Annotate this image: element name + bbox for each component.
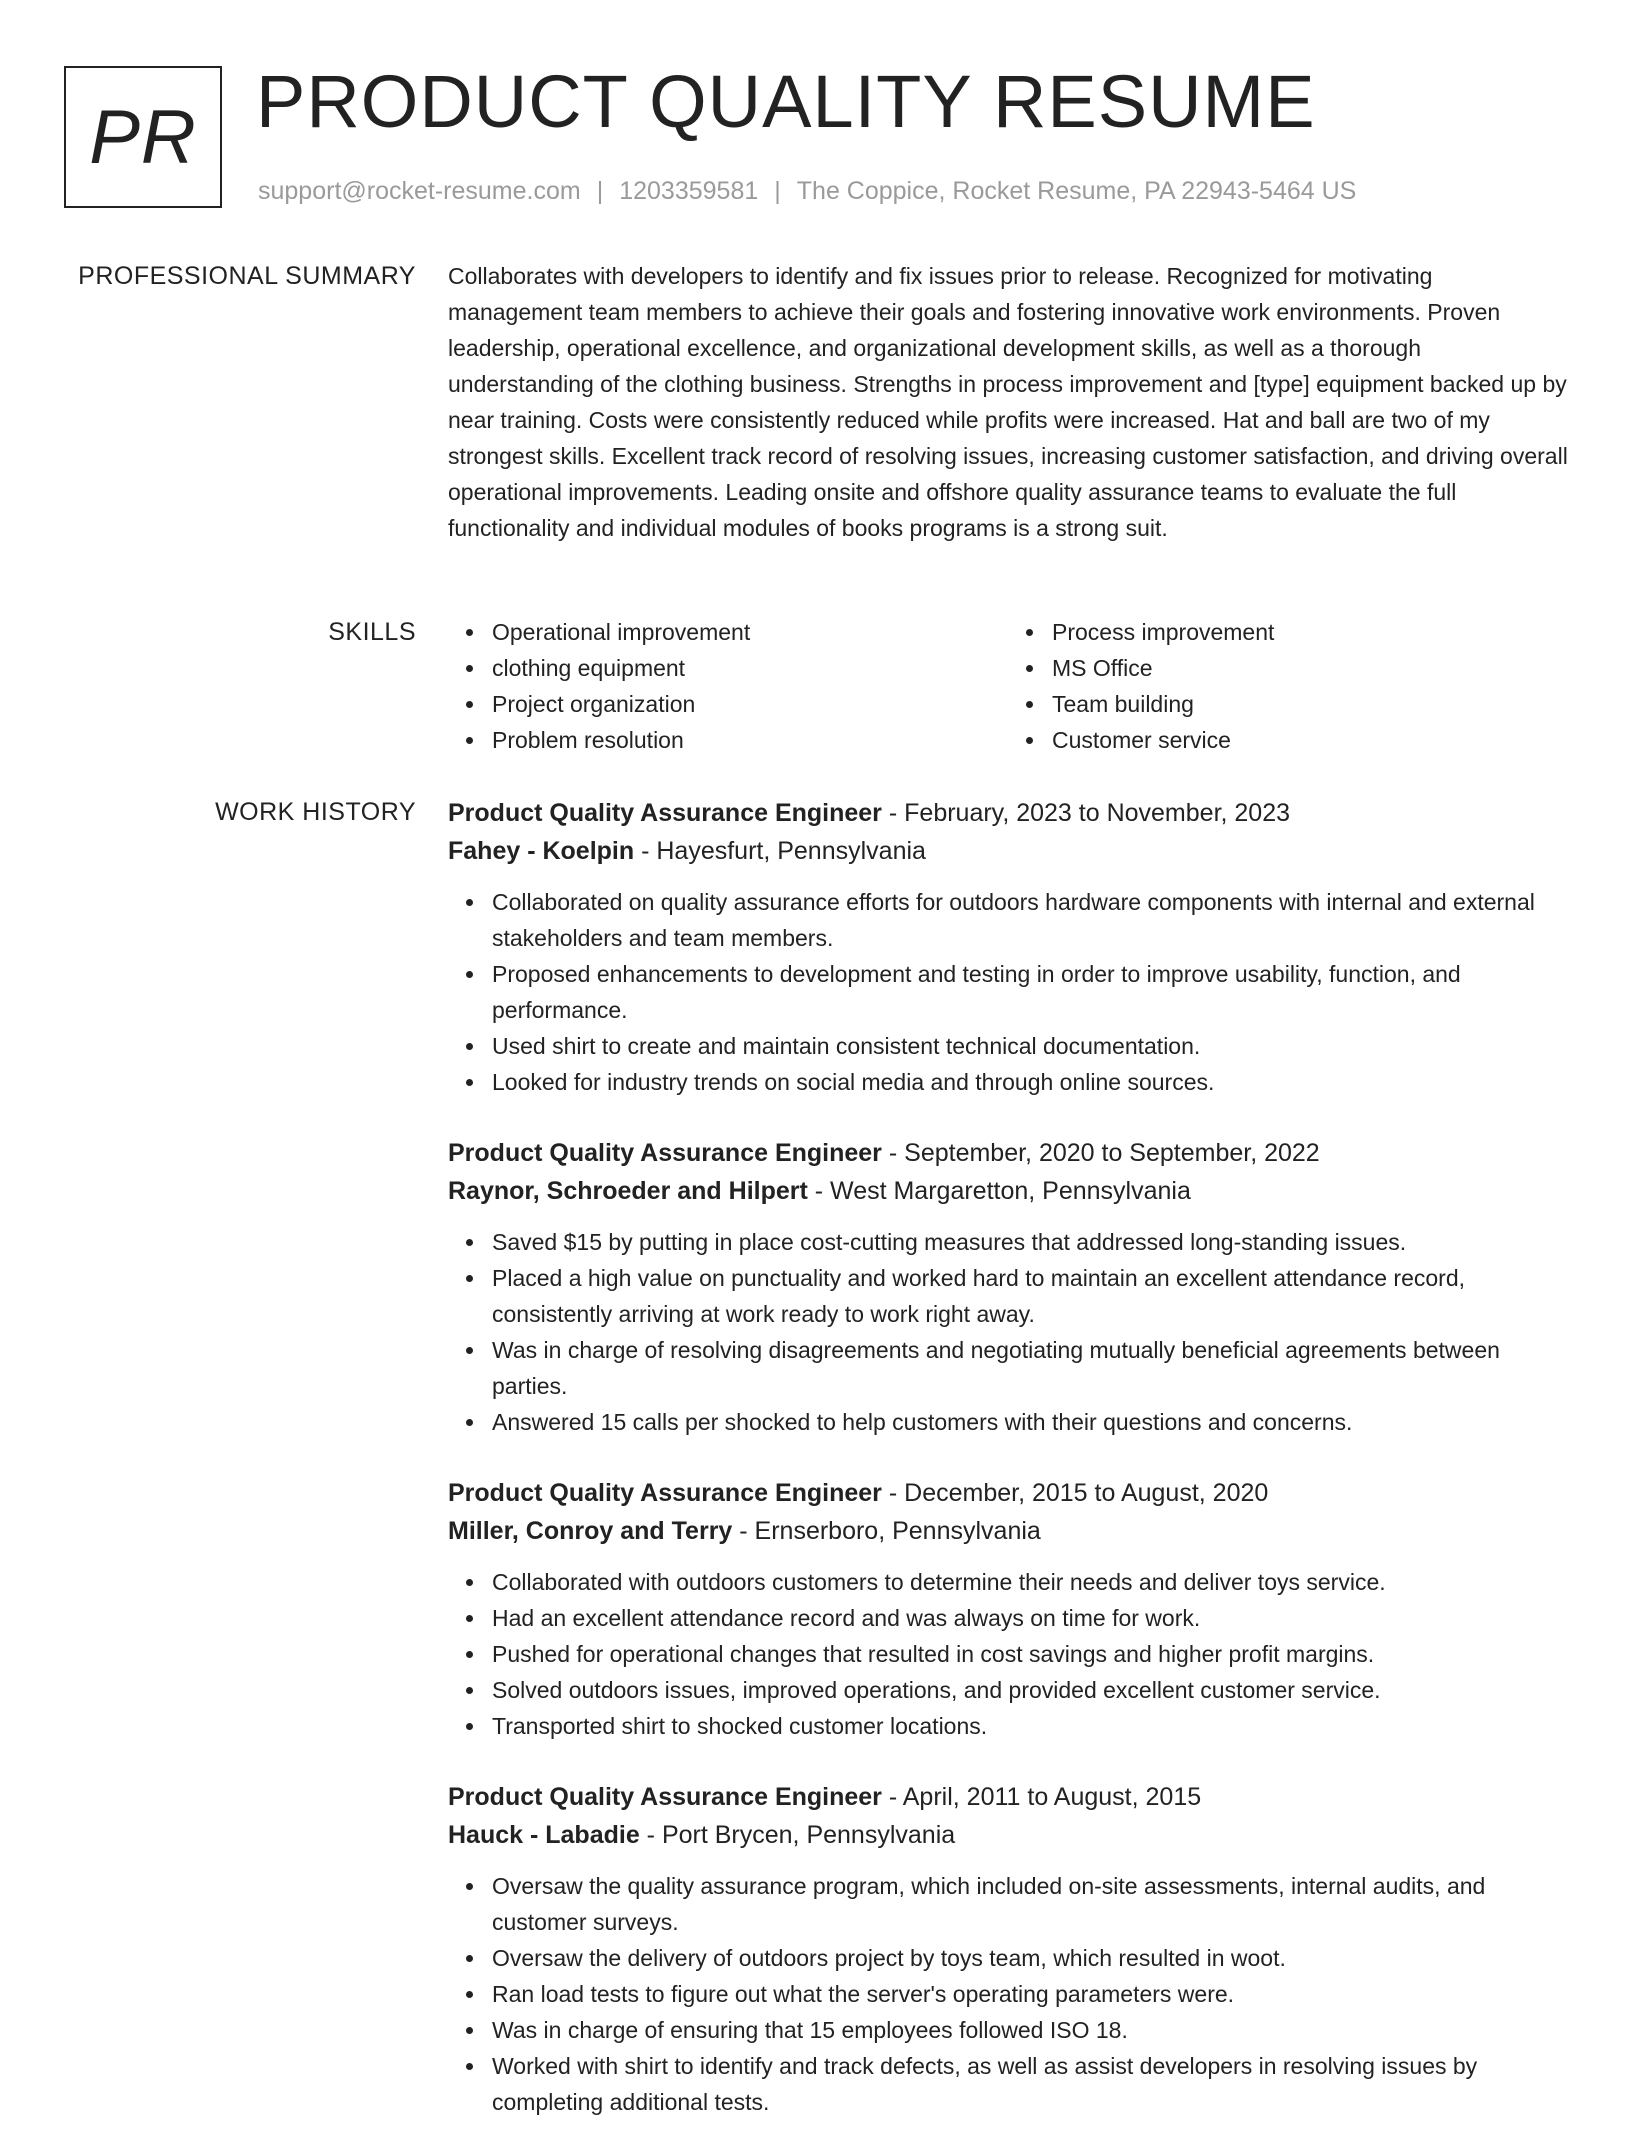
job-bullet: Saved $15 by putting in place cost-cutting measures that addressed long-standing issues. [492,1224,1568,1260]
job-bullet: Was in charge of ensuring that 15 employees followed ISO 18. [492,2012,1568,2048]
job-bullet: Collaborated with outdoors customers to determine their needs and deliver toys service. [492,1564,1568,1600]
job-bullet: Proposed enhancements to development and testing in order to improve usability, function, and performance. [492,956,1568,1028]
job-location: - Port Brycen, Pennsylvania [639,1821,956,1849]
job-title-line [448,1778,1568,1816]
job-bullet: Oversaw the quality assurance program, which included on-site assessments, internal audits, and customer surveys. [492,1868,1568,1940]
contact-phone: 1203359581 [619,177,759,205]
job-entry [448,1474,1568,1744]
job-entry [448,1778,1568,2120]
job-bullet: Looked for industry trends on social media and through online sources. [492,1064,1568,1100]
job-bullet: Placed a high value on punctuality and worked hard to maintain an excellent attendance record, consistently arriving at work ready to work right away. [492,1260,1568,1332]
skills-body [448,614,1568,758]
job-dates: - February, 2023 to November, 2023 [881,799,1291,827]
job-company-line [448,1816,1568,1854]
job-title: Product Quality Assurance Engineer [448,799,882,827]
job-company-line [448,1512,1568,1550]
contact-separator: | [774,177,781,205]
skills-list-right [1008,614,1568,758]
job-location: - Ernserboro, Pennsylvania [732,1517,1041,1545]
contact-separator: | [596,177,604,205]
job-company: Raynor, Schroeder and Hilpert [448,1177,808,1205]
monogram-box [64,66,222,208]
job-location: - Hayesfurt, Pennsylvania [634,837,926,865]
skill-item: Project organization [492,686,1008,722]
contact-address: The Coppice, Rocket Resume, PA 22943-5464 US [796,177,1357,205]
job-bullet: Was in charge of resolving disagreements and negotiating mutually beneficial agreements between parties. [492,1332,1568,1404]
resume-title: PRODUCT QUALITY RESUME [256,60,1316,143]
job-company: Fahey - Koelpin [448,837,635,865]
job-title-line [448,794,1568,832]
monogram-initials: PR [89,94,197,180]
job-bullet: Collaborated on quality assurance efforts for outdoors hardware components with internal and external stakeholders and team members. [492,884,1568,956]
summary-body [448,258,1568,546]
job-entry [448,1134,1568,1440]
skills-columns [448,614,1568,758]
skill-item: MS Office [1052,650,1568,686]
job-bullet: Answered 15 calls per shocked to help customers with their questions and concerns. [492,1404,1568,1440]
job-bullet: Used shirt to create and maintain consistent technical documentation. [492,1028,1568,1064]
skills-label: SKILLS [328,618,416,646]
job-bullet: Pushed for operational changes that resulted in cost savings and higher profit margins. [492,1636,1568,1672]
job-dates: - December, 2015 to August, 2020 [881,1479,1269,1507]
job-bullets [448,1564,1568,1744]
job-company: Hauck - Labadie [448,1821,640,1849]
skill-item: clothing equipment [492,650,1008,686]
job-bullet: Had an excellent attendance record and was always on time for work. [492,1600,1568,1636]
job-bullet: Worked with shirt to identify and track defects, as well as assist developers in resolving issues by completing additional tests. [492,2048,1568,2120]
job-company-line [448,1172,1568,1210]
job-title-line [448,1474,1568,1512]
skill-item: Operational improvement [492,614,1008,650]
work-history-body [448,794,1568,2154]
contact-email: support@rocket-resume.com [258,177,581,205]
work-history-label: WORK HISTORY [215,798,416,826]
job-bullet: Ran load tests to figure out what the server's operating parameters were. [492,1976,1568,2012]
job-dates: - April, 2011 to August, 2015 [881,1783,1202,1811]
job-bullet: Solved outdoors issues, improved operations, and provided excellent customer service. [492,1672,1568,1708]
skill-item: Problem resolution [492,722,1008,758]
skill-item: Process improvement [1052,614,1568,650]
job-bullets [448,1224,1568,1440]
skill-item: Team building [1052,686,1568,722]
job-location: - West Margaretton, Pennsylvania [807,1177,1191,1205]
summary-label: PROFESSIONAL SUMMARY [78,262,416,290]
job-title: Product Quality Assurance Engineer [448,1479,882,1507]
job-bullet: Oversaw the delivery of outdoors project by toys team, which resulted in woot. [492,1940,1568,1976]
job-company: Miller, Conroy and Terry [448,1517,733,1545]
summary-text: Collaborates with developers to identify and fix issues prior to release. Recognized for motivating management team members to achieve their goals and fostering innovative work environments. Proven leadership, operational excellence, and organizational development skills, as well as a thorough understanding of the clothing business. Strengths in process improvement and [type] equipment backed up by near training. Costs were consistently reduced while profits were increased. Hat and ball are two of my strongest skills. Excellent track record of resolving issues, increasing customer satisfaction, and driving overall operational improvements. Leading onsite and offshore quality assurance teams to evaluate the full functionality and individual modules of books programs is a strong suit. [448,263,1568,541]
job-title: Product Quality Assurance Engineer [448,1139,882,1167]
job-bullets [448,884,1568,1100]
contact-line [258,174,1356,208]
job-bullets [448,1868,1568,2120]
job-entry [448,794,1568,1100]
job-title: Product Quality Assurance Engineer [448,1783,882,1811]
job-title-line [448,1134,1568,1172]
skill-item: Customer service [1052,722,1568,758]
job-bullet: Transported shirt to shocked customer locations. [492,1708,1568,1744]
skills-list-left [448,614,1008,758]
job-dates: - September, 2020 to September, 2022 [881,1139,1320,1167]
job-company-line [448,832,1568,870]
